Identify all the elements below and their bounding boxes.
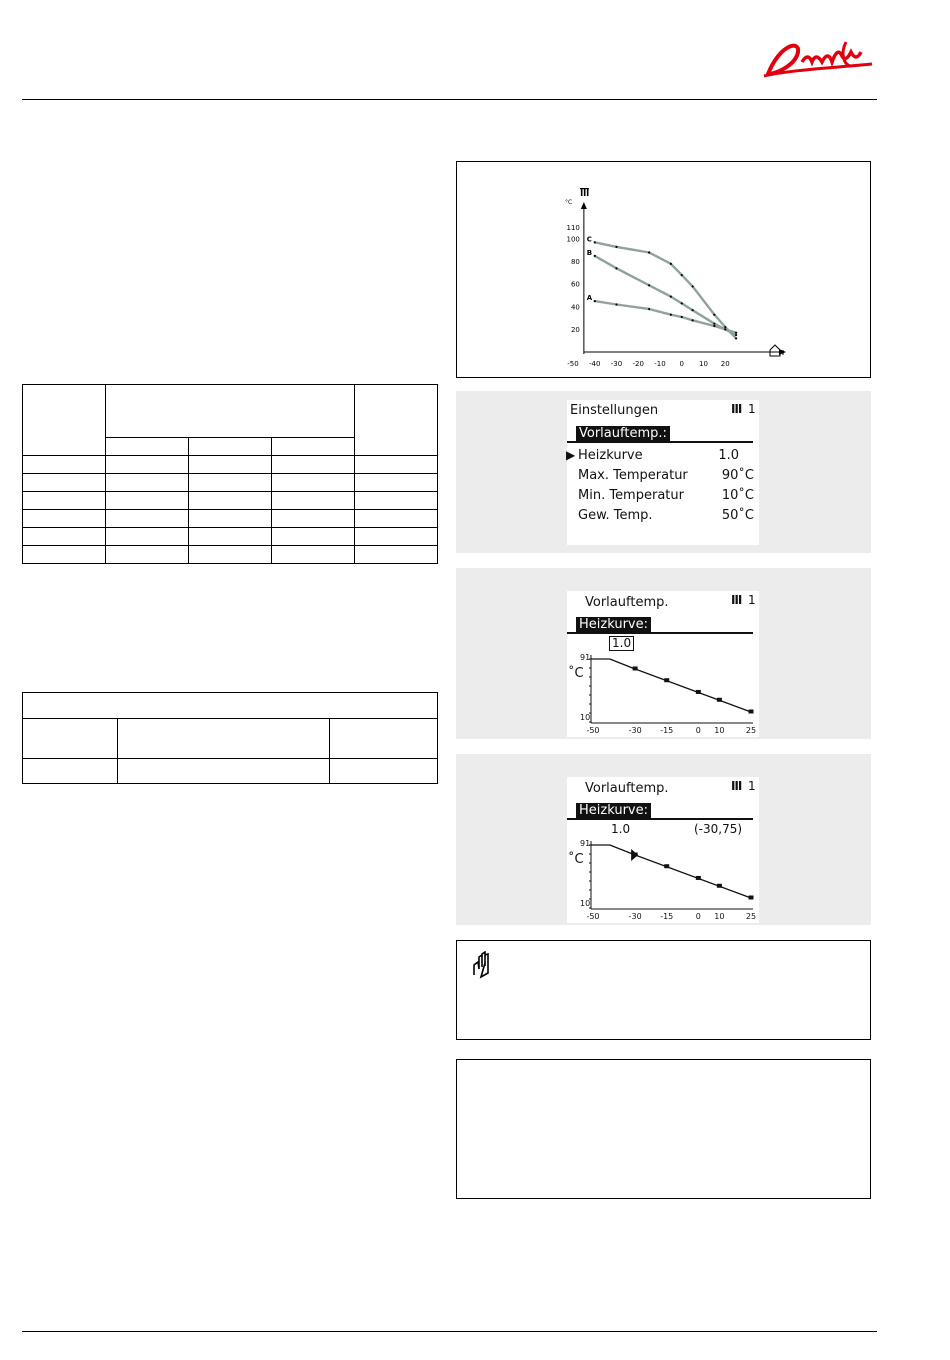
circuit-number: 1 <box>748 779 756 793</box>
curve-line <box>591 845 751 898</box>
lcd-title: Einstellungen <box>570 403 659 418</box>
table-cell <box>23 528 106 546</box>
x-tick-label: -10 <box>654 360 666 368</box>
heating-curves-chart <box>457 162 870 377</box>
hand-note-icon <box>471 951 493 979</box>
table-cell <box>272 474 355 492</box>
chart-axes <box>567 188 787 368</box>
table-cell <box>23 456 106 474</box>
menu-row-value: 1.0 <box>718 448 739 463</box>
x-tick-label: -30 <box>610 360 623 368</box>
table-header-cell <box>106 385 355 438</box>
lcd-screen <box>567 591 759 737</box>
menu-row-value: 10˚C <box>721 488 754 503</box>
x-tick-label: -15 <box>660 912 674 921</box>
table-cell <box>106 528 189 546</box>
table-cell <box>355 546 438 564</box>
y-tick-label: 91 <box>580 839 591 848</box>
display-panel-curve-edit <box>456 568 871 739</box>
curve-point-marker <box>633 667 638 671</box>
table-cell <box>189 546 272 564</box>
curve-value-input[interactable]: 1.0 <box>609 636 634 651</box>
danfoss-logo <box>760 34 880 80</box>
table-cell <box>355 474 438 492</box>
table-cell <box>106 510 189 528</box>
data-point <box>670 263 672 265</box>
data-point <box>615 246 617 248</box>
curve-point-marker <box>749 896 754 900</box>
x-tick-label: 10 <box>699 360 708 368</box>
data-point <box>735 334 737 336</box>
series-label: A <box>586 294 593 303</box>
table-cell <box>23 492 106 510</box>
table-header-cell <box>118 719 330 759</box>
table-cell <box>272 546 355 564</box>
y-unit-label: °C <box>565 199 573 206</box>
lcd-title: Vorlauftemp. <box>585 781 669 796</box>
data-point <box>735 337 737 339</box>
cursor-pointer-icon <box>631 849 638 861</box>
menu-row-value: 90˚C <box>721 468 754 483</box>
data-point <box>670 314 672 316</box>
x-tick-label: -50 <box>586 912 600 921</box>
data-point <box>713 323 715 325</box>
table-cell <box>106 456 189 474</box>
menu-row-label: Gew. Temp. <box>578 508 653 523</box>
y-tick-label: 91 <box>580 653 591 662</box>
table-cell <box>355 492 438 510</box>
x-tick-label: -30 <box>628 726 642 735</box>
section-label: Heizkurve: <box>576 803 651 818</box>
x-tick-label: 10 <box>714 912 725 921</box>
table-cell <box>189 492 272 510</box>
menu-row-label: Heizkurve <box>578 448 643 463</box>
table-cell <box>355 528 438 546</box>
table-cell <box>272 528 355 546</box>
y-tick-label: 80 <box>570 258 580 267</box>
curve-point-marker <box>664 864 669 868</box>
heating-curve-table <box>22 384 438 564</box>
radiator-icon: Ⅲ <box>731 402 743 416</box>
y-tick-label: 110 <box>566 224 580 233</box>
table-cell <box>106 474 189 492</box>
table-cell <box>23 474 106 492</box>
x-tick-label: -15 <box>660 726 674 735</box>
mini-curve-plot <box>567 777 759 923</box>
radiator-icon: Ⅲ <box>731 779 743 793</box>
footer-rule <box>22 1331 877 1332</box>
y-tick-label: 10 <box>580 899 591 908</box>
table-title-cell <box>23 693 438 719</box>
data-point <box>692 309 694 311</box>
x-tick-label: -20 <box>632 360 644 368</box>
table-header-cell <box>272 438 355 456</box>
lcd-screen <box>567 400 759 545</box>
curve-point-marker <box>717 698 722 702</box>
table-header-cell <box>106 438 189 456</box>
table-cell <box>189 474 272 492</box>
table-cell <box>106 492 189 510</box>
x-tick-label: -30 <box>628 912 642 921</box>
y-tick-label: 60 <box>570 280 580 289</box>
menu-row-heizkurve[interactable] <box>578 448 754 464</box>
x-tick-label: 25 <box>745 726 757 735</box>
header-rule <box>22 99 877 100</box>
setting-table <box>22 692 438 784</box>
table-header-cell <box>355 385 438 456</box>
x-tick-label: 25 <box>745 912 757 921</box>
heating-curves-figure <box>456 161 871 378</box>
table-header-cell <box>330 719 438 759</box>
note-box <box>456 940 871 1040</box>
curve-line <box>591 659 751 712</box>
data-point <box>713 314 715 316</box>
curve-point-marker <box>749 710 754 714</box>
table-cell <box>189 510 272 528</box>
menu-row-min-temperature[interactable] <box>578 488 754 504</box>
data-point <box>648 308 650 310</box>
table-cell <box>272 456 355 474</box>
table-header-cell <box>23 385 106 456</box>
menu-row-label: Max. Temperatur <box>578 468 688 483</box>
x-tick-label: -50 <box>567 360 579 368</box>
x-tick-label: 20 <box>720 360 730 368</box>
data-point <box>713 325 715 327</box>
data-point <box>735 332 737 334</box>
data-point <box>594 255 596 257</box>
data-point <box>648 284 650 286</box>
table-cell <box>355 456 438 474</box>
y-tick-label: 20 <box>570 325 580 334</box>
x-tick-label: 10 <box>714 726 725 735</box>
table-cell <box>189 456 272 474</box>
section-label[interactable]: Vorlauftemp.: <box>576 426 670 441</box>
data-point <box>681 302 683 304</box>
series-label: C <box>586 235 592 244</box>
data-point <box>670 296 672 298</box>
table-cell <box>272 510 355 528</box>
x-tick-label: 0 <box>695 726 701 735</box>
menu-row-desired-temperature[interactable] <box>578 508 754 524</box>
menu-row-max-temperature[interactable] <box>578 468 754 484</box>
x-tick-label: 0 <box>695 912 701 921</box>
curve-point-marker <box>696 690 701 694</box>
y-unit-label: ˚C <box>568 666 584 681</box>
data-point <box>615 267 617 269</box>
table-cell <box>23 510 106 528</box>
data-point <box>615 303 617 305</box>
circuit-number: 1 <box>748 402 756 416</box>
menu-row-value: 50˚C <box>721 508 754 523</box>
data-point <box>692 319 694 321</box>
circuit-number: 1 <box>748 593 756 607</box>
data-point <box>594 300 596 302</box>
data-point <box>724 328 726 330</box>
display-panel-curve-point <box>456 754 871 925</box>
table-cell <box>23 546 106 564</box>
data-point <box>648 251 650 253</box>
lcd-title: Vorlauftemp. <box>585 595 669 610</box>
x-tick-label: -40 <box>589 360 601 368</box>
radiator-icon: Ⅲ <box>731 593 743 607</box>
curve-value: 1.0 <box>611 822 631 836</box>
display-panel-settings <box>456 391 871 553</box>
table-cell <box>118 759 330 784</box>
x-tick-label: 0 <box>679 360 684 368</box>
y-unit-label: ˚C <box>568 852 584 867</box>
y-tick-label: 40 <box>570 303 580 312</box>
radiator-icon <box>580 188 589 196</box>
section-bar <box>567 422 753 443</box>
y-tick-label: 100 <box>566 235 580 244</box>
y-tick-label: 10 <box>580 713 591 722</box>
table-cell <box>272 492 355 510</box>
chart-series <box>587 235 737 339</box>
table-header-cell <box>189 438 272 456</box>
table-cell <box>355 510 438 528</box>
x-tick-label: -50 <box>586 726 600 735</box>
table-cell <box>189 528 272 546</box>
data-point <box>681 274 683 276</box>
coordinate-readout: (-30,75) <box>694 822 743 836</box>
curve-point-marker <box>664 678 669 682</box>
curve-point-marker <box>717 884 722 888</box>
series-label: B <box>586 248 593 257</box>
data-point <box>681 316 683 318</box>
curve-point-marker <box>696 876 701 880</box>
table-cell <box>23 759 118 784</box>
mini-curve-plot <box>567 591 759 737</box>
section-label: Heizkurve: <box>576 617 651 632</box>
lcd-screen <box>567 777 759 923</box>
data-point <box>692 285 694 287</box>
info-box <box>456 1059 871 1199</box>
selection-pointer-icon: ▶ <box>566 448 576 462</box>
y-axis-arrow <box>581 202 587 209</box>
data-point <box>594 241 596 243</box>
menu-row-label: Min. Temperatur <box>578 488 684 503</box>
table-cell <box>106 546 189 564</box>
table-cell <box>330 759 438 784</box>
table-header-cell <box>23 719 118 759</box>
